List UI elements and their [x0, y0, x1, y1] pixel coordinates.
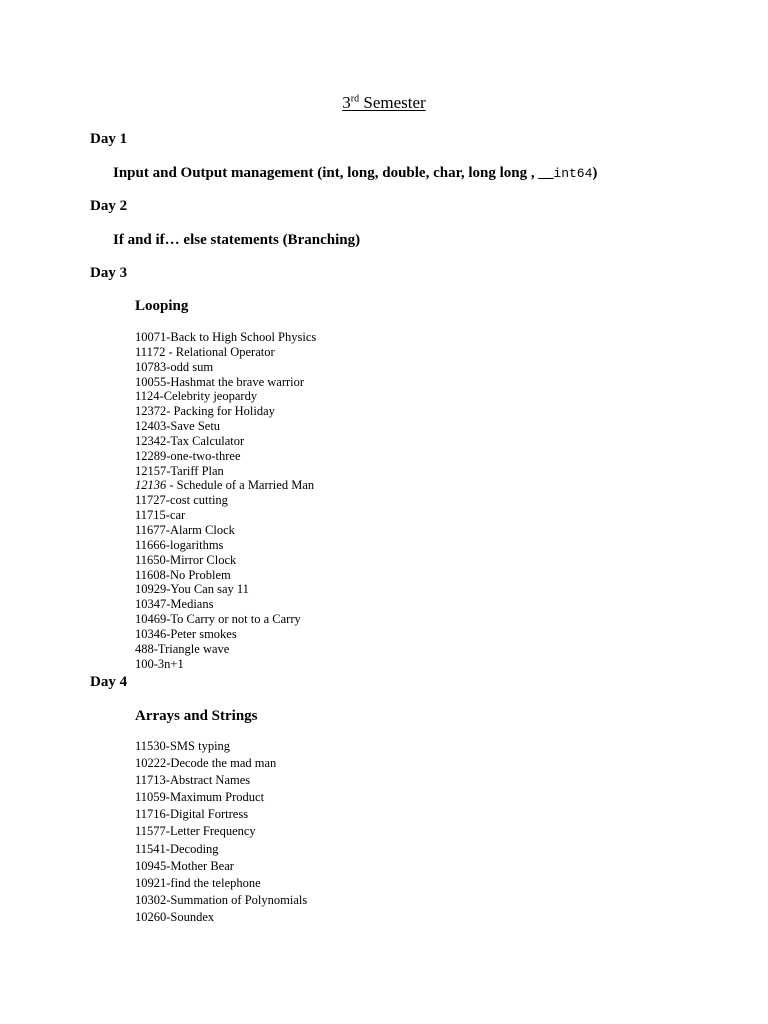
- problem-number: 12136: [135, 478, 167, 493]
- problem-list-item: 10945-Mother Bear: [135, 858, 234, 873]
- problem-list-item: 11715-car: [135, 508, 186, 523]
- problem-list-item: 11172 - Relational Operator: [135, 344, 275, 359]
- problem-list-item: 10783-odd sum: [135, 359, 214, 374]
- problem-list-item: 11541-Decoding: [135, 841, 219, 856]
- problem-list-item: 12157-Tariff Plan: [135, 463, 224, 478]
- problem-list-item: 12372- Packing for Holiday: [135, 404, 275, 419]
- day-4-heading: Day 4: [90, 674, 128, 690]
- problem-list-item: 100-3n+1: [135, 656, 184, 671]
- problem-list-item: 12342-Tax Calculator: [135, 433, 245, 448]
- day-2-topic: If and if… else statements (Branching): [113, 232, 361, 248]
- title-text: [342, 93, 425, 112]
- problem-list-item: 11713-Abstract Names: [135, 773, 251, 788]
- title-superscript: rd: [350, 93, 360, 105]
- problem-list-item: [135, 478, 316, 493]
- problem-list-item: 10260-Soundex: [135, 909, 215, 924]
- problem-list-item: 1124-Celebrity jeopardy: [135, 389, 258, 404]
- title-suffix: Semester: [359, 93, 426, 112]
- arrays-problem-list: [135, 738, 307, 926]
- day-1-topic-text: Input and Output management (int, long, double, char, long long , __: [113, 165, 554, 181]
- day-1-topic: [113, 164, 597, 183]
- problem-list-item: 11716-Digital Fortress: [135, 807, 249, 822]
- problem-list-item: 11059-Maximum Product: [135, 790, 265, 805]
- problem-list-item: 10071-Back to High School Physics: [135, 330, 317, 344]
- day-4-section-title: Arrays and Strings: [135, 708, 258, 724]
- day-2-heading: Day 2: [90, 198, 128, 214]
- day-1-heading: Day 1: [90, 131, 128, 147]
- problem-list-item: 11577-Letter Frequency: [135, 824, 256, 839]
- looping-problem-list: [135, 330, 316, 671]
- problem-list-item: 11727-cost cutting: [135, 493, 228, 508]
- problem-list-item: 10055-Hashmat the brave warrior: [135, 374, 305, 389]
- problem-list-item: 12403-Save Setu: [135, 419, 221, 434]
- day-3-section-title: Looping: [135, 298, 189, 314]
- title-prefix: 3: [342, 93, 351, 112]
- problem-list-item: 10929-You Can say 11: [135, 582, 249, 597]
- problem-list-item: 11608-No Problem: [135, 567, 231, 582]
- problem-list-item: 10347-Medians: [135, 597, 214, 612]
- problem-list-item: 11677-Alarm Clock: [135, 522, 235, 537]
- problem-list-item: 12289-one-two-three: [135, 448, 241, 463]
- problem-title: - Schedule of a Married Man: [166, 478, 315, 493]
- day-1-topic-close: ): [592, 165, 598, 181]
- problem-list-item: 11530-SMS typing: [135, 739, 231, 753]
- day-3-heading: Day 3: [90, 265, 128, 281]
- page-title: [0, 91, 768, 115]
- problem-list-item: 10469-To Carry or not to a Carry: [135, 612, 301, 627]
- problem-list-item: 11650-Mirror Clock: [135, 552, 237, 567]
- problem-list-item: 11666-logarithms: [135, 537, 224, 552]
- day-1-topic-code: int64: [553, 166, 593, 181]
- problem-list-item: 488-Triangle wave: [135, 641, 230, 656]
- problem-list-item: 10302-Summation of Polynomials: [135, 892, 308, 907]
- problem-list-item: 10921-find the telephone: [135, 875, 261, 890]
- problem-list-item: 10222-Decode the mad man: [135, 756, 277, 771]
- problem-list-item: 10346-Peter smokes: [135, 626, 237, 641]
